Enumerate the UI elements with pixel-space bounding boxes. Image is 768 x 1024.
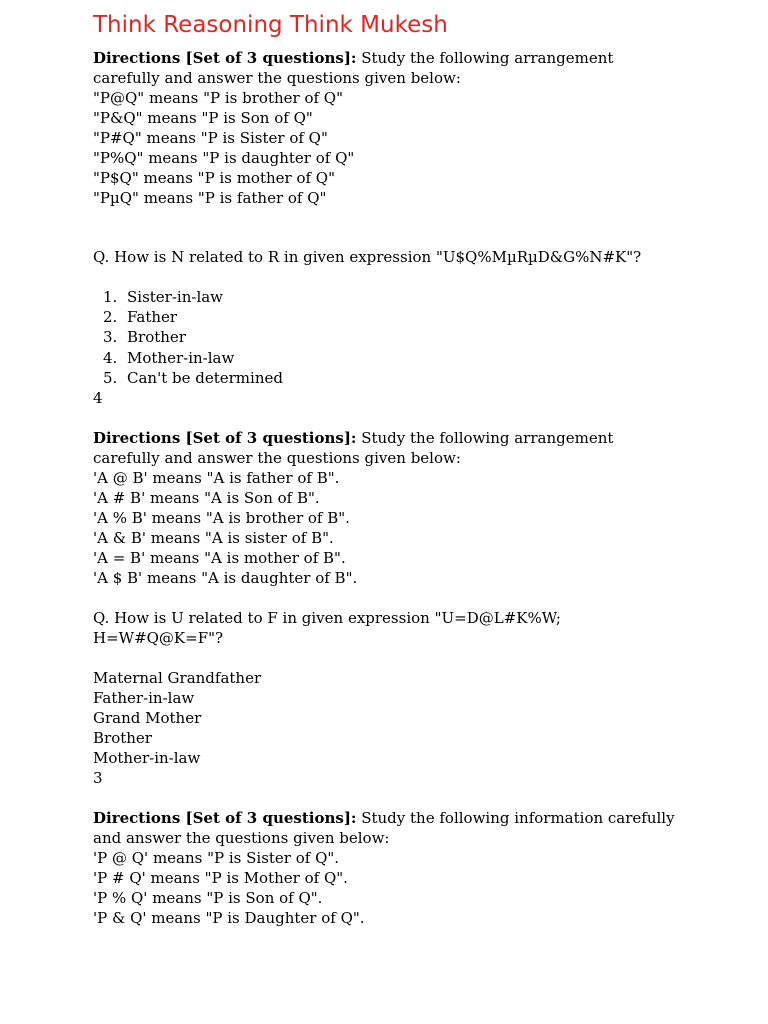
code-line: "P$Q" means "P is mother of Q" [93,169,335,187]
directions-label: Directions [Set of 3 questions]: [93,49,357,67]
question-1-answer [93,388,713,408]
code-line: 'A & B' means "A is sister of B". [93,529,334,547]
question-text: Q. How is U related to F in given expression "U=D@L#K%W; [93,609,561,627]
list-item: Father-in-law [93,689,195,707]
list-item: 3. Brother [103,328,186,347]
list-item: 5. Can't be determined [103,368,283,387]
directions-text: Study the following information carefully [356,809,675,827]
section-1-directions [93,48,713,208]
answer-text: 3 [93,769,103,787]
directions-label: Directions [Set of 3 questions]: [93,809,357,827]
list-item: 1. Sister-in-law [103,288,224,306]
code-line: "P&Q" means "P is Son of Q" [93,109,313,127]
directions-text-line2: carefully and answer the questions given below: [93,69,461,87]
answer-text: 4 [93,389,103,407]
section-3-directions [93,808,713,928]
page-title: Think Reasoning Think Mukesh [93,12,448,38]
question-text-line2: H=W#Q@K=F"? [93,629,224,647]
list-item: 4. Mother-in-law [103,348,235,367]
code-line: 'A # B' means "A is Son of B". [93,489,320,507]
list-item: Brother [93,729,152,747]
list-item: Maternal Grandfather [93,669,262,687]
list-item: Grand Mother [93,709,202,727]
directions-label: Directions [Set of 3 questions]: [93,429,357,447]
list-item: 2. Father [103,308,178,327]
list-item: Mother-in-law [93,749,201,767]
code-line: 'A @ B' means "A is father of B". [93,469,340,487]
code-line: "P%Q" means "P is daughter of Q" [93,149,355,167]
directions-text-line2: carefully and answer the questions given below: [93,449,461,467]
directions-text-line2: and answer the questions given below: [93,829,390,847]
code-line: 'P % Q' means "P is Son of Q". [93,889,323,907]
section-2-directions [93,428,713,588]
code-line: "P@Q" means "P is brother of Q" [93,89,344,107]
code-line: "P#Q" means "P is Sister of Q" [93,129,328,147]
question-2-options [93,668,713,788]
question-2 [93,608,713,648]
directions-text: Study the following arrangement [356,49,614,67]
code-line: "PµQ" means "P is father of Q" [93,189,327,207]
question-1 [93,247,713,267]
code-line: 'P # Q' means "P is Mother of Q". [93,869,348,887]
directions-text: Study the following arrangement [356,429,614,447]
code-line: 'A % B' means "A is brother of B". [93,509,350,527]
code-line: 'A = B' means "A is mother of B". [93,549,346,567]
code-line: 'A $ B' means "A is daughter of B". [93,569,358,587]
question-text: Q. How is N related to R in given expression "U$Q%MµRµD&G%N#K"? [93,248,642,266]
code-line: 'P & Q' means "P is Daughter of Q". [93,909,365,927]
code-line: 'P @ Q' means "P is Sister of Q". [93,849,340,867]
question-1-options [93,287,283,388]
